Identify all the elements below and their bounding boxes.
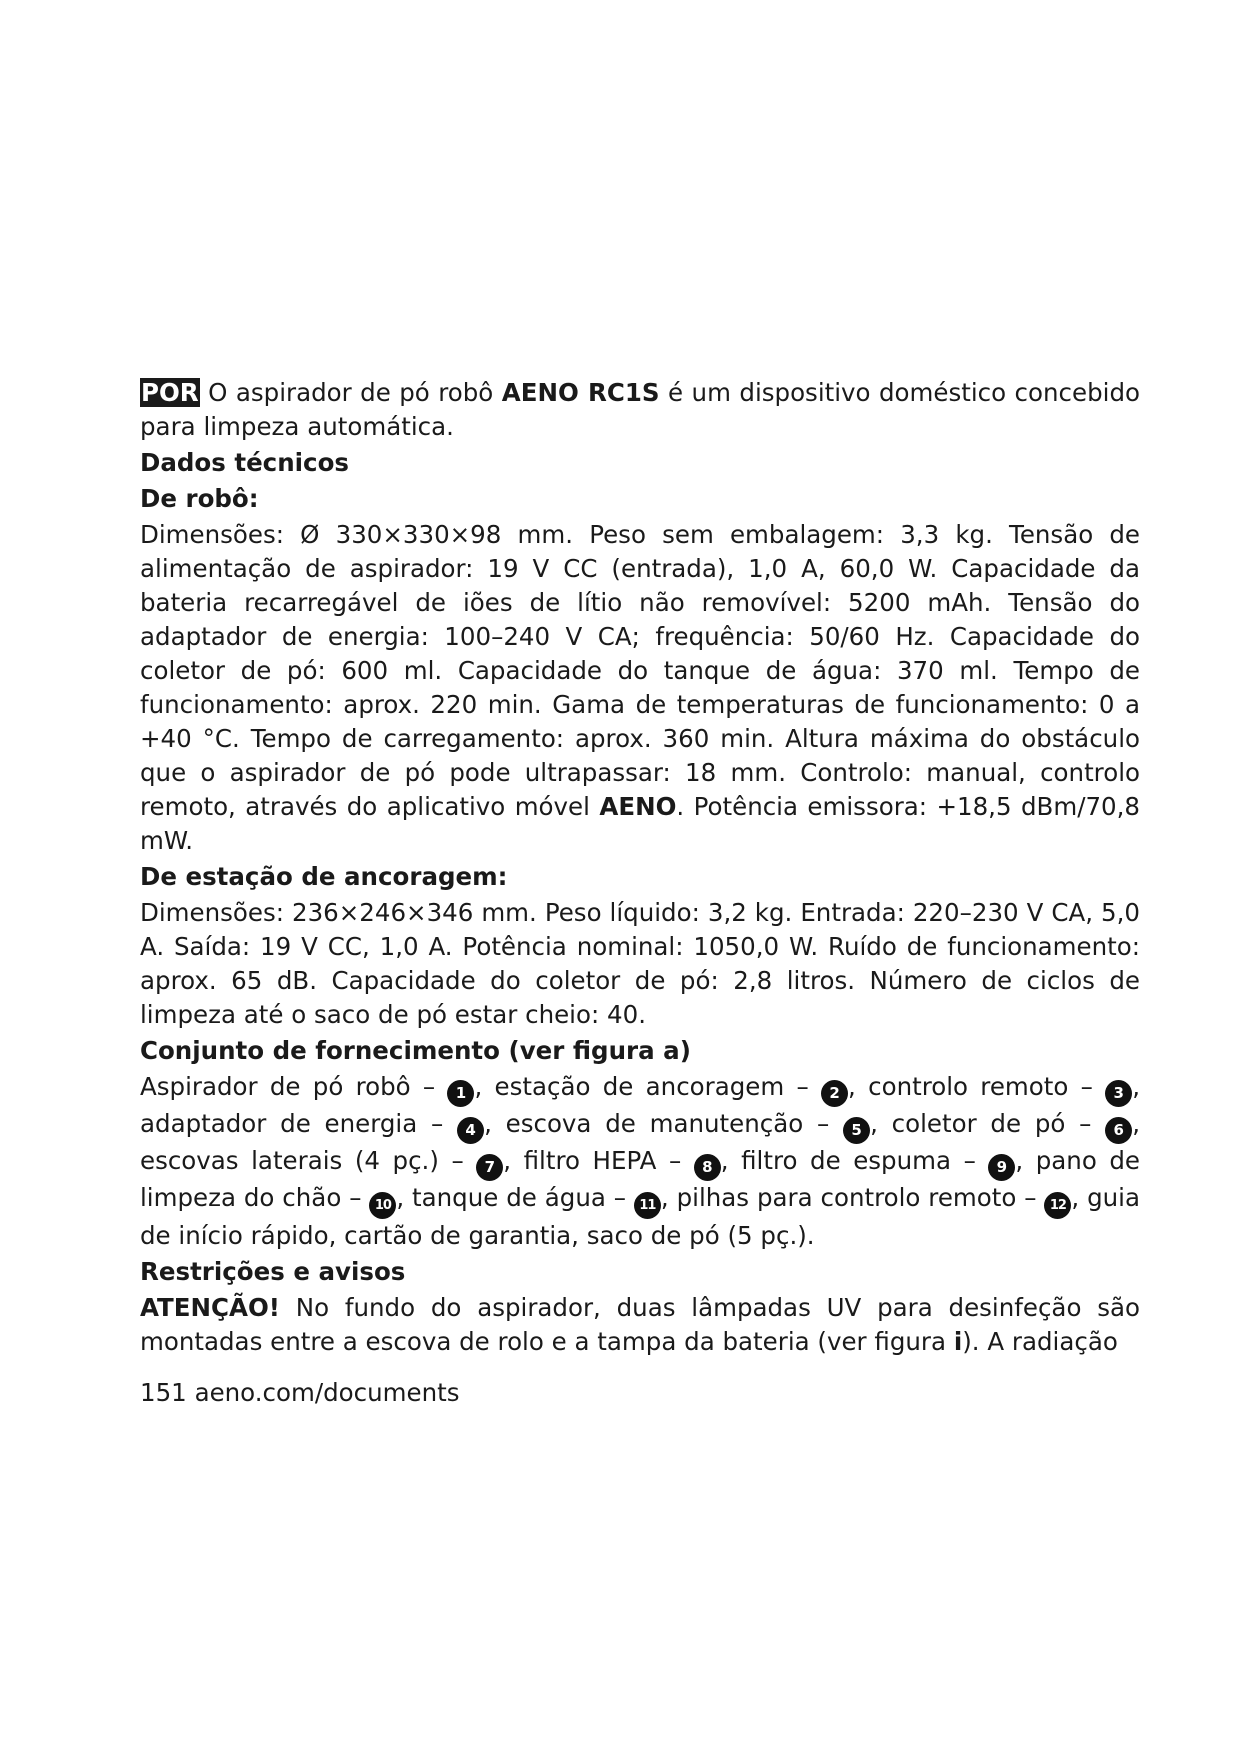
- number-7-icon: 7: [476, 1154, 503, 1181]
- robot-heading: De robô:: [140, 484, 259, 513]
- kit-label-2: , estação de ancoragem –: [474, 1072, 809, 1101]
- tech-heading: Dados técnicos: [140, 448, 349, 477]
- number-12-icon: 12: [1044, 1192, 1071, 1219]
- figure-ref: i: [953, 1327, 963, 1356]
- kit-label-3: , controlo remoto –: [848, 1072, 1093, 1101]
- kit-heading: Conjunto de fornecimento (ver figura a): [140, 1036, 691, 1065]
- number-4-icon: 4: [457, 1117, 484, 1144]
- intro-paragraph: [140, 376, 1140, 444]
- kit-label-4: , adaptador de energia –: [140, 1072, 1140, 1138]
- kit-list: [140, 1070, 1140, 1253]
- robot-specs-text: Dimensões: Ø 330×330×98 mm. Peso sem embalagem: 3,3 kg. Tensão de alimentação de aspirador: 19 V CC (entrada), 1,0 A, 60,0 W. Capacidade da bateria recarregável de iões de lítio não removível: 5200 mAh. Tensão do adaptador de energia: 100–240 V CA; frequência: 50/60 Hz. Capacidade do coletor de pó: 600 ml. Capacidade do tanque de água: 370 ml. Tempo de funcionamento: aprox. 220 min. Gama de temperaturas de funcionamento: 0 a +40 °C. Tempo de carregamento: aprox. 360 min. Altura máxima do obstáculo que o aspirador de pó pode ultrapassar: 18 mm. Controlo: manual, controlo remoto, através do aplicativo móvel: [140, 520, 1140, 821]
- kit-label-1: Aspirador de pó robô –: [140, 1072, 436, 1101]
- attention-label: ATENÇÃO!: [140, 1293, 280, 1322]
- number-9-icon: 9: [988, 1154, 1015, 1181]
- kit-label-9: , filtro de espuma –: [720, 1146, 976, 1175]
- number-5-icon: 5: [843, 1117, 870, 1144]
- intro-text-b: é um dispositivo doméstico concebido para limpeza automática.: [140, 378, 1140, 441]
- warnings-text-a: No fundo do aspirador, duas lâmpadas UV para desinfeção são montadas entre a escova de rolo e a tampa da bateria (ver figura: [140, 1293, 1140, 1356]
- station-specs: Dimensões: 236×246×346 mm. Peso líquido: 3,2 kg. Entrada: 220–230 V CA, 5,0 A. Saída: 19 V CC, 1,0 A. Potência nominal: 1050,0 W. Ruído de funcionamento: aprox. 65 dB. Capacidade do coletor de pó: 2,8 litros. Número de ciclos de limpeza até o saco de pó estar cheio: 40.: [140, 898, 1140, 1029]
- kit-label-6: , coletor de pó –: [870, 1109, 1092, 1138]
- number-11-icon: 11: [634, 1192, 661, 1219]
- page-number: 151: [140, 1378, 187, 1407]
- number-2-icon: 2: [821, 1080, 848, 1107]
- number-8-icon: 8: [694, 1154, 721, 1181]
- document-page: [140, 376, 1140, 1359]
- number-3-icon: 3: [1105, 1080, 1132, 1107]
- number-10-icon: 10: [369, 1192, 396, 1219]
- page-footer: [140, 1376, 459, 1410]
- warnings-heading: Restrições e avisos: [140, 1257, 406, 1286]
- documents-link[interactable]: aeno.com/documents: [194, 1378, 460, 1407]
- warnings-paragraph: [140, 1291, 1140, 1359]
- station-heading: De estação de ancoragem:: [140, 862, 508, 891]
- kit-label-10: , pano de limpeza do chão –: [140, 1146, 1140, 1212]
- number-1-icon: 1: [447, 1080, 474, 1107]
- warnings-text-b: ). A radiação: [962, 1327, 1118, 1356]
- kit-label-11: , tanque de água –: [396, 1183, 626, 1212]
- robot-specs-end: . Potência emissora: +18,5 dBm/70,8 mW.: [140, 792, 1140, 855]
- kit-label-8: , filtro HEPA –: [503, 1146, 682, 1175]
- number-6-icon: 6: [1105, 1117, 1132, 1144]
- brand-model: AENO RC1S: [501, 378, 660, 407]
- intro-text-a: O aspirador de pó robô: [208, 378, 494, 407]
- kit-label-7: , escovas laterais (4 pç.) –: [140, 1109, 1140, 1175]
- app-brand: AENO: [599, 792, 677, 821]
- kit-tail: , guia de início rápido, cartão de garantia, saco de pó (5 pç.).: [140, 1183, 1141, 1250]
- kit-label-12: , pilhas para controlo remoto –: [660, 1183, 1037, 1212]
- language-tag: POR: [141, 378, 199, 407]
- robot-specs: [140, 518, 1140, 858]
- kit-label-5: , escova de manutenção –: [484, 1109, 830, 1138]
